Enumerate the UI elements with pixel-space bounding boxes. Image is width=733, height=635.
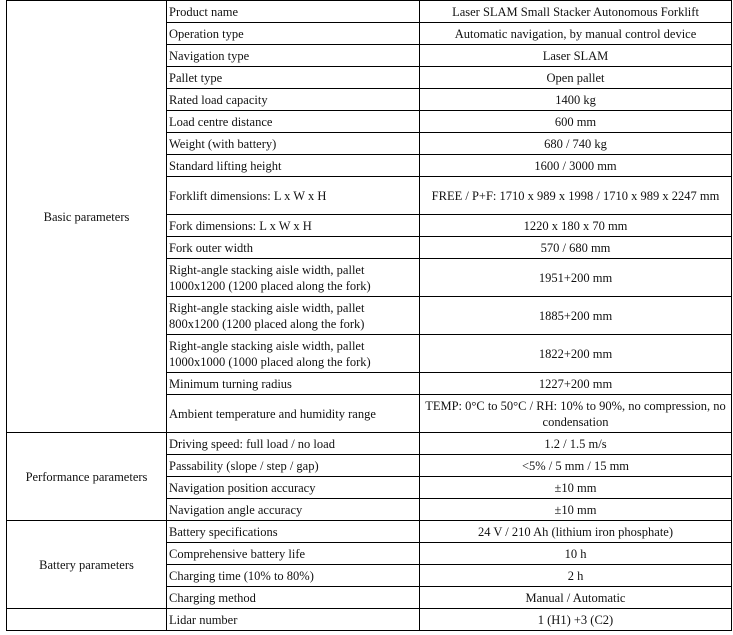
param-name: Driving speed: full load / no load xyxy=(167,433,420,455)
param-name: Right-angle stacking aisle width, pallet 1000x1200 (1200 placed along the fork) xyxy=(167,259,420,297)
param-value: Open pallet xyxy=(420,67,732,89)
table-row xyxy=(7,1,732,23)
param-name: Minimum turning radius xyxy=(167,373,420,395)
param-name: Lidar number xyxy=(167,609,420,631)
param-name: Product name xyxy=(167,1,420,23)
param-value: 680 / 740 kg xyxy=(420,133,732,155)
param-name: Right-angle stacking aisle width, pallet 800x1200 (1200 placed along the fork) xyxy=(167,297,420,335)
param-value: Laser SLAM xyxy=(420,45,732,67)
param-name: Navigation position accuracy xyxy=(167,477,420,499)
param-value: 1822+200 mm xyxy=(420,335,732,373)
param-name: Forklift dimensions: L x W x H xyxy=(167,177,420,215)
param-value: 1227+200 mm xyxy=(420,373,732,395)
group-label-empty xyxy=(7,609,167,631)
param-name: Passability (slope / step / gap) xyxy=(167,455,420,477)
param-value: 1220 x 180 x 70 mm xyxy=(420,215,732,237)
param-name: Comprehensive battery life xyxy=(167,543,420,565)
param-value: 1951+200 mm xyxy=(420,259,732,297)
param-name: Battery specifications xyxy=(167,521,420,543)
param-name: Fork dimensions: L x W x H xyxy=(167,215,420,237)
param-value: 600 mm xyxy=(420,111,732,133)
param-name: Pallet type xyxy=(167,67,420,89)
param-value: 570 / 680 mm xyxy=(420,237,732,259)
param-value: Laser SLAM Small Stacker Autonomous Forklift xyxy=(420,1,732,23)
param-value: Automatic navigation, by manual control device xyxy=(420,23,732,45)
param-value: TEMP: 0°C to 50°C / RH: 10% to 90%, no compression, no condensation xyxy=(420,395,732,433)
param-value: 1885+200 mm xyxy=(420,297,732,335)
param-value: 2 h xyxy=(420,565,732,587)
param-name: Weight (with battery) xyxy=(167,133,420,155)
specification-table xyxy=(6,0,732,631)
table-row xyxy=(7,609,732,631)
param-name: Fork outer width xyxy=(167,237,420,259)
param-name: Right-angle stacking aisle width, pallet 1000x1000 (1000 placed along the fork) xyxy=(167,335,420,373)
param-value: 1600 / 3000 mm xyxy=(420,155,732,177)
param-value: 10 h xyxy=(420,543,732,565)
param-value: 24 V / 210 Ah (lithium iron phosphate) xyxy=(420,521,732,543)
table-row xyxy=(7,433,732,455)
param-value: ±10 mm xyxy=(420,499,732,521)
param-value: <5% / 5 mm / 15 mm xyxy=(420,455,732,477)
param-name: Navigation type xyxy=(167,45,420,67)
table-row xyxy=(7,521,732,543)
param-name: Navigation angle accuracy xyxy=(167,499,420,521)
param-name: Ambient temperature and humidity range xyxy=(167,395,420,433)
param-name: Operation type xyxy=(167,23,420,45)
param-name: Charging method xyxy=(167,587,420,609)
param-name: Load centre distance xyxy=(167,111,420,133)
group-label-performance: Performance parameters xyxy=(7,433,167,521)
param-value: Manual / Automatic xyxy=(420,587,732,609)
param-value: FREE / P+F: 1710 x 989 x 1998 / 1710 x 989 x 2247 mm xyxy=(420,177,732,215)
param-name: Rated load capacity xyxy=(167,89,420,111)
param-value: 1 (H1) +3 (C2) xyxy=(420,609,732,631)
group-label-basic: Basic parameters xyxy=(7,1,167,433)
param-name: Charging time (10% to 80%) xyxy=(167,565,420,587)
param-name: Standard lifting height xyxy=(167,155,420,177)
param-value: 1.2 / 1.5 m/s xyxy=(420,433,732,455)
param-value: ±10 mm xyxy=(420,477,732,499)
group-label-battery: Battery parameters xyxy=(7,521,167,609)
param-value: 1400 kg xyxy=(420,89,732,111)
